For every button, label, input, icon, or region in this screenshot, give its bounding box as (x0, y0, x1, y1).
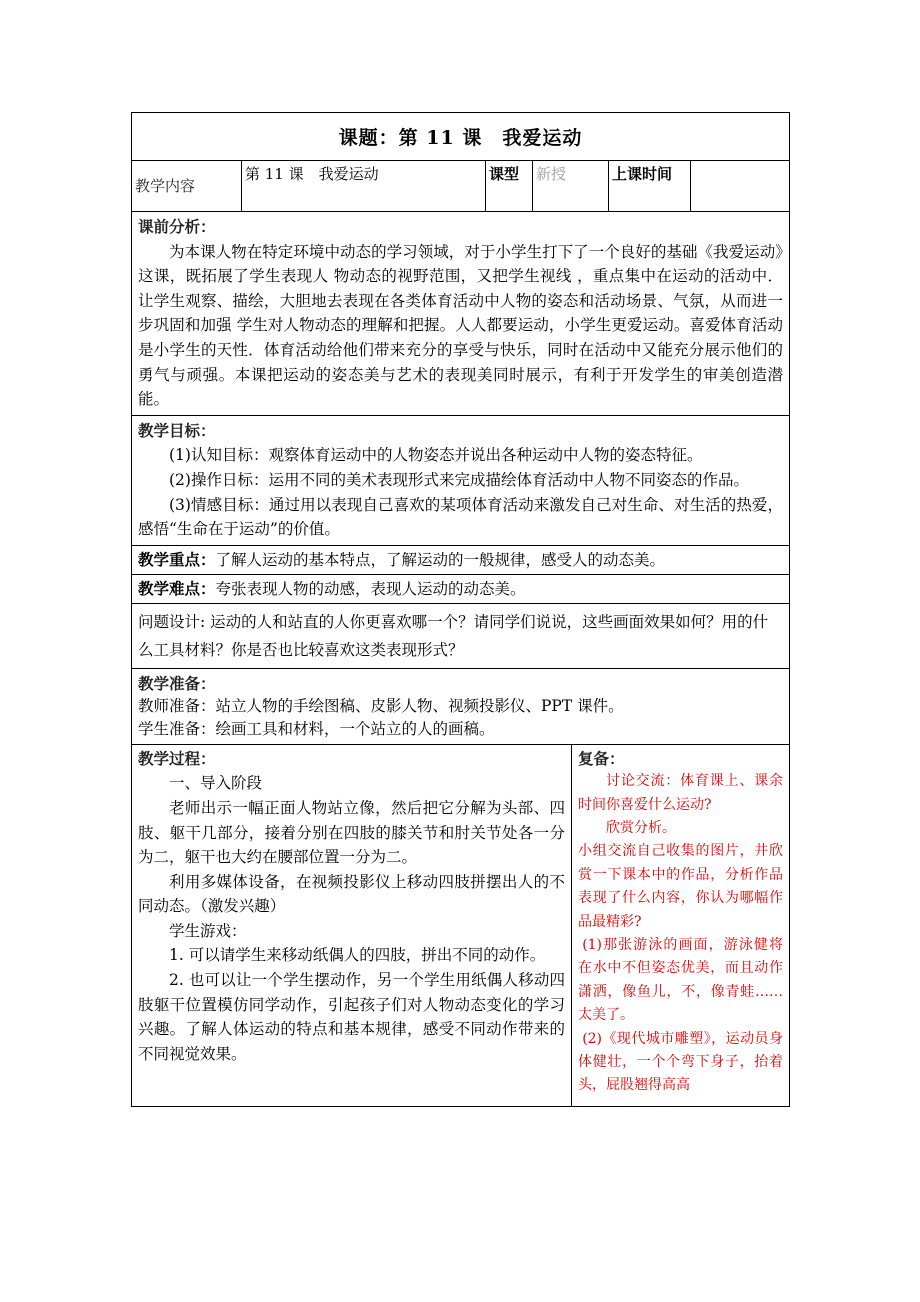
student-prep: 学生准备：绘画工具和材料，一个站立的人的画稿。 (138, 719, 495, 738)
process-paragraph: 2. 也可以让一个学生摆动作，另一个学生用纸偶人移动四肢躯干位置模仿同学动作，引起孩子们对人物动态变化的学习兴趣。了解人体运动的特点和基本规律，感受不同动作带来的不同视觉效果。 (138, 971, 565, 1063)
prep-heading: 教学准备： (138, 673, 216, 693)
content-label: 教学内容 (132, 161, 242, 211)
question-text: 运动的人和站直的人你更喜欢哪一个？请同学们说说，这些画面效果如何？用的什么工具材料？你是否也比较喜欢这类表现形式？ (138, 612, 769, 659)
type-value: 新授 (533, 161, 609, 211)
goals-heading: 教学目标： (138, 420, 216, 440)
analysis-text: 为本课人物在特定环境中动态的学习领域，对于小学生打下了一个良好的基础《我爱运动》这课，既拓展了学生表现人 物动态的视野范围，又把学生视线 ，重点集中在运动的活动中．让学生观察、描绘，大胆地去表现在各类体育活动中人物的姿态和活动场景、气氛，从而进一步巩固和加强 学生对人物动态的理解和把握。人人都要运动，小学生更爱运动。喜爱体育活动是小学生的天性．体育活动给他们带来充分的享受与快乐，同时在活动中又能充分展示他们的勇气与顽强。本课把运动的姿态美与艺术的表现美同时展示，有利于开发学生的审美创造潜能。 (138, 242, 783, 409)
process-section (132, 745, 572, 1106)
key-points-row (132, 546, 789, 575)
difficulties-text: 夸张表现人物的动感，表现人运动的动态美。 (215, 579, 526, 598)
type-label: 课型 (486, 161, 533, 211)
process-paragraph: 利用多媒体设备，在视频投影仪上移动四肢拼摆出人的不同动态。（激发兴趣） (138, 872, 565, 916)
review-heading: 复备： (578, 748, 625, 768)
question-row (132, 604, 789, 669)
process-paragraph: 1. 可以请学生来移动纸偶人的四肢，拼出不同的动作。 (169, 946, 546, 965)
difficulties-label: 教学难点： (138, 578, 216, 598)
difficulties-row (132, 575, 789, 604)
goal-item: (3)情感目标：通过用以表现自己喜欢的某项体育活动来激发自己对生命、对生活的热爱，感悟“生命在于运动”的价值。 (138, 495, 783, 539)
key-points-text: 了解人运动的基本特点，了解运动的一般规律，感受人的动态美。 (215, 550, 666, 569)
review-paragraph: 小组交流自己收集的图片，井欣赏一下课本中的作品，分析作品表现了什么内容，你认为哪幅作品最精彩? (578, 843, 783, 930)
teacher-prep: 教师准备：站立人物的手绘图稿、皮影人物、视频投影仪、PPT 课件。 (138, 696, 624, 715)
goals-section (132, 416, 789, 546)
process-paragraph: 学生游戏： (169, 921, 247, 940)
lesson-table (131, 112, 790, 1107)
time-value (691, 161, 789, 211)
lesson-title: 课题：第 11 课 我爱运动 (132, 113, 789, 161)
review-paragraph: 欣赏分析。 (606, 819, 676, 836)
review-paragraph: (2)《现代城市雕塑》，运动员身体健壮，一个个弯下身子，抬着头，屁股翘得高高 (578, 1030, 783, 1094)
prep-section (132, 669, 789, 745)
review-paragraph: (1)那张游泳的画面，游泳健将在水中不但姿态优美，而且动作潇洒，像鱼儿，不，像青蛙……太美了。 (578, 936, 783, 1024)
process-row (132, 745, 789, 1106)
content-value: 第 11 课 我爱运动 (242, 161, 486, 211)
question-label: 问题设计: (138, 612, 206, 631)
process-paragraph: 一、导入阶段 (169, 774, 263, 793)
process-heading: 教学过程： (138, 748, 216, 768)
review-section (572, 745, 789, 1106)
analysis-heading: 课前分析： (138, 217, 216, 236)
review-paragraph: 讨论交流：体育课上、课余时间你喜爱什么运动? (578, 773, 783, 813)
goal-item: (1)认知目标：观察体育运动中的人物姿态并说出各种运动中人物的姿态特征。 (169, 446, 703, 465)
key-points-label: 教学重点： (138, 549, 216, 569)
time-label: 上课时间 (609, 161, 691, 211)
lesson-plan (131, 112, 790, 1107)
analysis-section (132, 212, 789, 416)
goal-item: (2)操作日标：运用不同的美术表现形式来完成描绘体育活动中人物不同姿态的作品。 (169, 470, 749, 489)
info-row (132, 161, 789, 212)
process-paragraph: 老师出示一幅正面人物站立像，然后把它分解为头部、四肢、躯干几部分，接着分别在四肢的膝关节和肘关节处各一分为二，躯干也大约在腰部位置一分为二。 (138, 798, 565, 867)
